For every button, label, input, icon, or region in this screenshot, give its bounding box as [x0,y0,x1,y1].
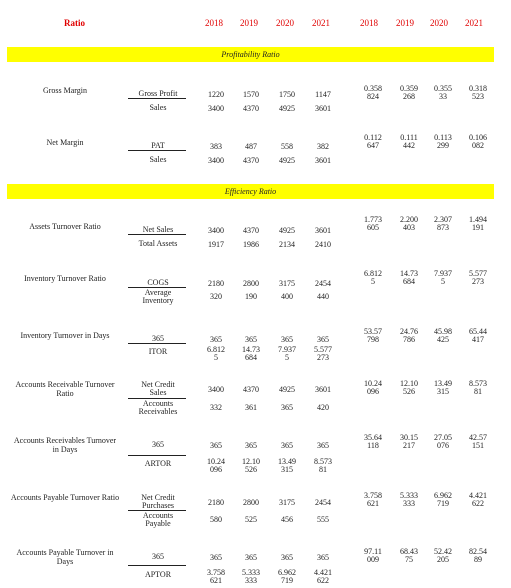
denominator-value: 555 [317,515,329,524]
numerator-value: 382 [317,142,329,151]
ratio-value: 53.57 [364,327,382,336]
ratio-value-cont: 151 [472,441,484,450]
numerator-label: COGS [147,278,169,287]
ratio-value: 0.111 [400,133,418,142]
ratio-value-cont: 205 [437,555,449,564]
ratio-value-cont: 89 [474,555,482,564]
ratio-value-cont: 526 [403,387,415,396]
denominator-value: 4925 [279,104,295,113]
ratio-value: 5.577 [469,269,487,278]
numerator-value: 3400 [208,226,224,235]
ratio-value: 0.359 [400,84,418,93]
numerator-value: 4370 [243,226,259,235]
denominator-value-cont: 526 [245,465,257,474]
numerator-value: 1220 [208,90,224,99]
ratio-name: Accounts Receivables Turnover in Days [13,436,117,454]
numerator-value: 4925 [279,226,295,235]
denominator-value: 1917 [208,240,224,249]
denominator-value: 440 [317,292,329,301]
numerator-label: 365 [152,440,164,449]
numerator-value: 383 [210,142,222,151]
denominator-value: 6.962 [278,568,296,577]
ratio-name: Gross Margin [42,86,88,95]
fraction-line [128,455,186,456]
denominator-value-cont: 096 [210,465,222,474]
ratio-value-cont: 33 [439,92,447,101]
denominator-label: Sales [149,155,167,164]
denominator-value: 14.73 [242,345,260,354]
ratio-value-cont: 873 [437,223,449,232]
ratio-value-cont: 118 [367,441,379,450]
denominator-value-cont: 81 [319,465,327,474]
ratio-value: 10.24 [364,379,382,388]
ratio-name: Accounts Payable Turnover Ratio [10,493,120,502]
ratio-value-cont: 605 [367,223,379,232]
fraction-line [128,343,186,344]
denominator-value: 8.573 [314,457,332,466]
numerator-label: Net Credit Purchases [141,493,175,510]
numerator-value: 365 [281,441,293,450]
numerator-value: 365 [210,553,222,562]
denominator-value: 3400 [208,104,224,113]
denominator-value-cont: 5 [285,353,289,362]
denominator-value-cont: 333 [245,576,257,585]
denominator-value: 3601 [315,104,331,113]
ratio-value-cont: 076 [437,441,449,450]
denominator-value-cont: 315 [281,465,293,474]
ratio-value: 45.98 [434,327,452,336]
denominator-value: 5.577 [314,345,332,354]
ratio-value: 14.73 [400,269,418,278]
ratio-value-cont: 217 [403,441,415,450]
header-year-value: 2020 [276,18,294,28]
header-year-value: 2019 [240,18,258,28]
denominator-value: 12.10 [242,457,260,466]
ratio-value-cont: 299 [437,141,449,150]
denominator-value: 4370 [243,104,259,113]
numerator-value: 365 [245,335,257,344]
ratio-value-cont: 5 [371,277,375,286]
ratio-name: Inventory Turnover Ratio [24,274,106,283]
numerator-value: 487 [245,142,257,151]
numerator-label: 365 [152,552,164,561]
denominator-value: 3.758 [207,568,225,577]
numerator-value: 3175 [279,279,295,288]
numerator-value: 558 [281,142,293,151]
denominator-label: Accounts Payable [142,511,174,528]
denominator-value: 420 [317,403,329,412]
numerator-value: 2800 [243,498,259,507]
ratio-value: 3.758 [364,491,382,500]
ratio-value: 82.54 [469,547,487,556]
ratio-value-cont: 5 [441,277,445,286]
ratio-name: Accounts Payable Turnover in Days [16,548,114,566]
ratio-value: 0.106 [469,133,487,142]
ratio-value: 6.812 [364,269,382,278]
denominator-value: 525 [245,515,257,524]
ratio-value-cont: 798 [367,335,379,344]
ratio-value: 6.962 [434,491,452,500]
numerator-value: 365 [210,335,222,344]
ratio-name: Accounts Receivable Turnover Ratio [15,380,115,398]
numerator-value: 365 [245,553,257,562]
ratio-value-cont: 425 [437,335,449,344]
numerator-value: 365 [317,441,329,450]
denominator-value: 320 [210,292,222,301]
ratio-value-cont: 333 [403,499,415,508]
section-band-efficiency: Efficiency Ratio [7,184,494,199]
numerator-value: 2454 [315,498,331,507]
denominator-value-cont: 622 [317,576,329,585]
ratio-value-cont: 523 [472,92,484,101]
ratio-value-cont: 442 [403,141,415,150]
denominator-value-cont: 5 [214,353,218,362]
numerator-value: 3175 [279,498,295,507]
ratio-value: 0.112 [364,133,382,142]
denominator-label: ITOR [148,347,168,356]
numerator-label: PAT [151,141,165,150]
numerator-value: 365 [281,553,293,562]
ratio-value: 24.76 [400,327,418,336]
denominator-label: ARTOR [144,459,172,468]
ratio-value-cont: 75 [405,555,413,564]
numerator-value: 365 [210,441,222,450]
ratio-value: 8.573 [469,379,487,388]
numerator-label: Net Credit Sales [141,380,175,397]
denominator-value: 3400 [208,156,224,165]
denominator-value: 3601 [315,156,331,165]
header-ratio-title: Ratio [64,18,85,28]
denominator-value: 361 [245,403,257,412]
ratio-value-cont: 082 [472,141,484,150]
ratio-value: 1.494 [469,215,487,224]
ratio-value: 65.44 [469,327,487,336]
denominator-value: 13.49 [278,457,296,466]
ratio-value-cont: 268 [403,92,415,101]
ratio-value-cont: 273 [472,277,484,286]
denominator-value: 400 [281,292,293,301]
numerator-value: 365 [281,335,293,344]
ratio-value-cont: 786 [403,335,415,344]
numerator-value: 3601 [315,385,331,394]
ratio-value-cont: 81 [474,387,482,396]
numerator-value: 3400 [208,385,224,394]
denominator-value: 5.333 [242,568,260,577]
ratio-name: Net Margin [46,138,84,147]
ratio-value: 68.43 [400,547,418,556]
ratio-value: 27.05 [434,433,452,442]
ratio-value: 5.333 [400,491,418,500]
ratio-value: 0.358 [364,84,382,93]
denominator-value-cont: 719 [281,576,293,585]
ratio-value: 35.64 [364,433,382,442]
numerator-value: 4370 [243,385,259,394]
ratio-value-cont: 315 [437,387,449,396]
ratio-value: 0.318 [469,84,487,93]
ratio-value: 13.49 [434,379,452,388]
numerator-value: 1750 [279,90,295,99]
ratio-value-cont: 403 [403,223,415,232]
ratio-value-cont: 719 [437,499,449,508]
denominator-value: 580 [210,515,222,524]
denominator-value: 2410 [315,240,331,249]
numerator-value: 2180 [208,279,224,288]
denominator-value: 4925 [279,156,295,165]
denominator-label: Total Assets [138,239,178,248]
ratio-value-cont: 621 [367,499,379,508]
fraction-line [128,98,186,99]
numerator-label: Net Sales [142,225,174,234]
denominator-value: 4.421 [314,568,332,577]
fraction-line [128,234,186,235]
denominator-value: 190 [245,292,257,301]
ratio-value-cont: 096 [367,387,379,396]
ratio-value: 0.113 [434,133,452,142]
header-year-value: 2021 [312,18,330,28]
denominator-value: 6.812 [207,345,225,354]
ratio-value: 4.421 [469,491,487,500]
numerator-value: 2454 [315,279,331,288]
section-band-profitability: Profitability Ratio [7,47,494,62]
ratio-value-cont: 417 [472,335,484,344]
denominator-label: Sales [149,103,167,112]
ratio-value: 12.10 [400,379,418,388]
header-year-ratio: 2018 [360,18,378,28]
header-year-ratio: 2020 [430,18,448,28]
ratio-value: 1.773 [364,215,382,224]
denominator-value: 10.24 [207,457,225,466]
ratio-value: 52.42 [434,547,452,556]
denominator-value-cont: 621 [210,576,222,585]
denominator-value: 4370 [243,156,259,165]
numerator-label: Gross Profit [138,89,178,98]
denominator-label: Average Inventory [142,288,174,305]
header-year-ratio: 2019 [396,18,414,28]
numerator-value: 1570 [243,90,259,99]
ratio-value: 0.355 [434,84,452,93]
fraction-line [128,150,186,151]
denominator-value-cont: 273 [317,353,329,362]
ratio-value-cont: 191 [472,223,484,232]
denominator-value: 7.937 [278,345,296,354]
denominator-value: 365 [281,403,293,412]
denominator-label: Accounts Receivables [138,399,178,416]
numerator-value: 1147 [315,90,331,99]
ratio-value-cont: 647 [367,141,379,150]
ratio-value: 2.307 [434,215,452,224]
numerator-value: 3601 [315,226,331,235]
numerator-value: 2180 [208,498,224,507]
numerator-value: 2800 [243,279,259,288]
denominator-value: 332 [210,403,222,412]
denominator-label: APTOR [144,570,172,579]
numerator-label: 365 [152,334,164,343]
ratio-value-cont: 684 [403,277,415,286]
denominator-value: 1986 [243,240,259,249]
numerator-value: 365 [317,335,329,344]
ratio-name: Inventory Turnover in Days [20,331,110,340]
numerator-value: 4925 [279,385,295,394]
fraction-line [128,565,186,566]
ratio-value: 7.937 [434,269,452,278]
ratio-value: 2.200 [400,215,418,224]
ratio-value-cont: 622 [472,499,484,508]
ratio-value-cont: 009 [367,555,379,564]
ratio-value-cont: 824 [367,92,379,101]
ratio-value: 30.15 [400,433,418,442]
header-year-ratio: 2021 [465,18,483,28]
ratio-value: 42.57 [469,433,487,442]
ratio-name: Assets Turnover Ratio [29,222,101,231]
denominator-value-cont: 684 [245,353,257,362]
header-year-value: 2018 [205,18,223,28]
denominator-value: 2134 [279,240,295,249]
denominator-value: 456 [281,515,293,524]
ratio-value: 97.11 [364,547,382,556]
numerator-value: 365 [245,441,257,450]
numerator-value: 365 [317,553,329,562]
